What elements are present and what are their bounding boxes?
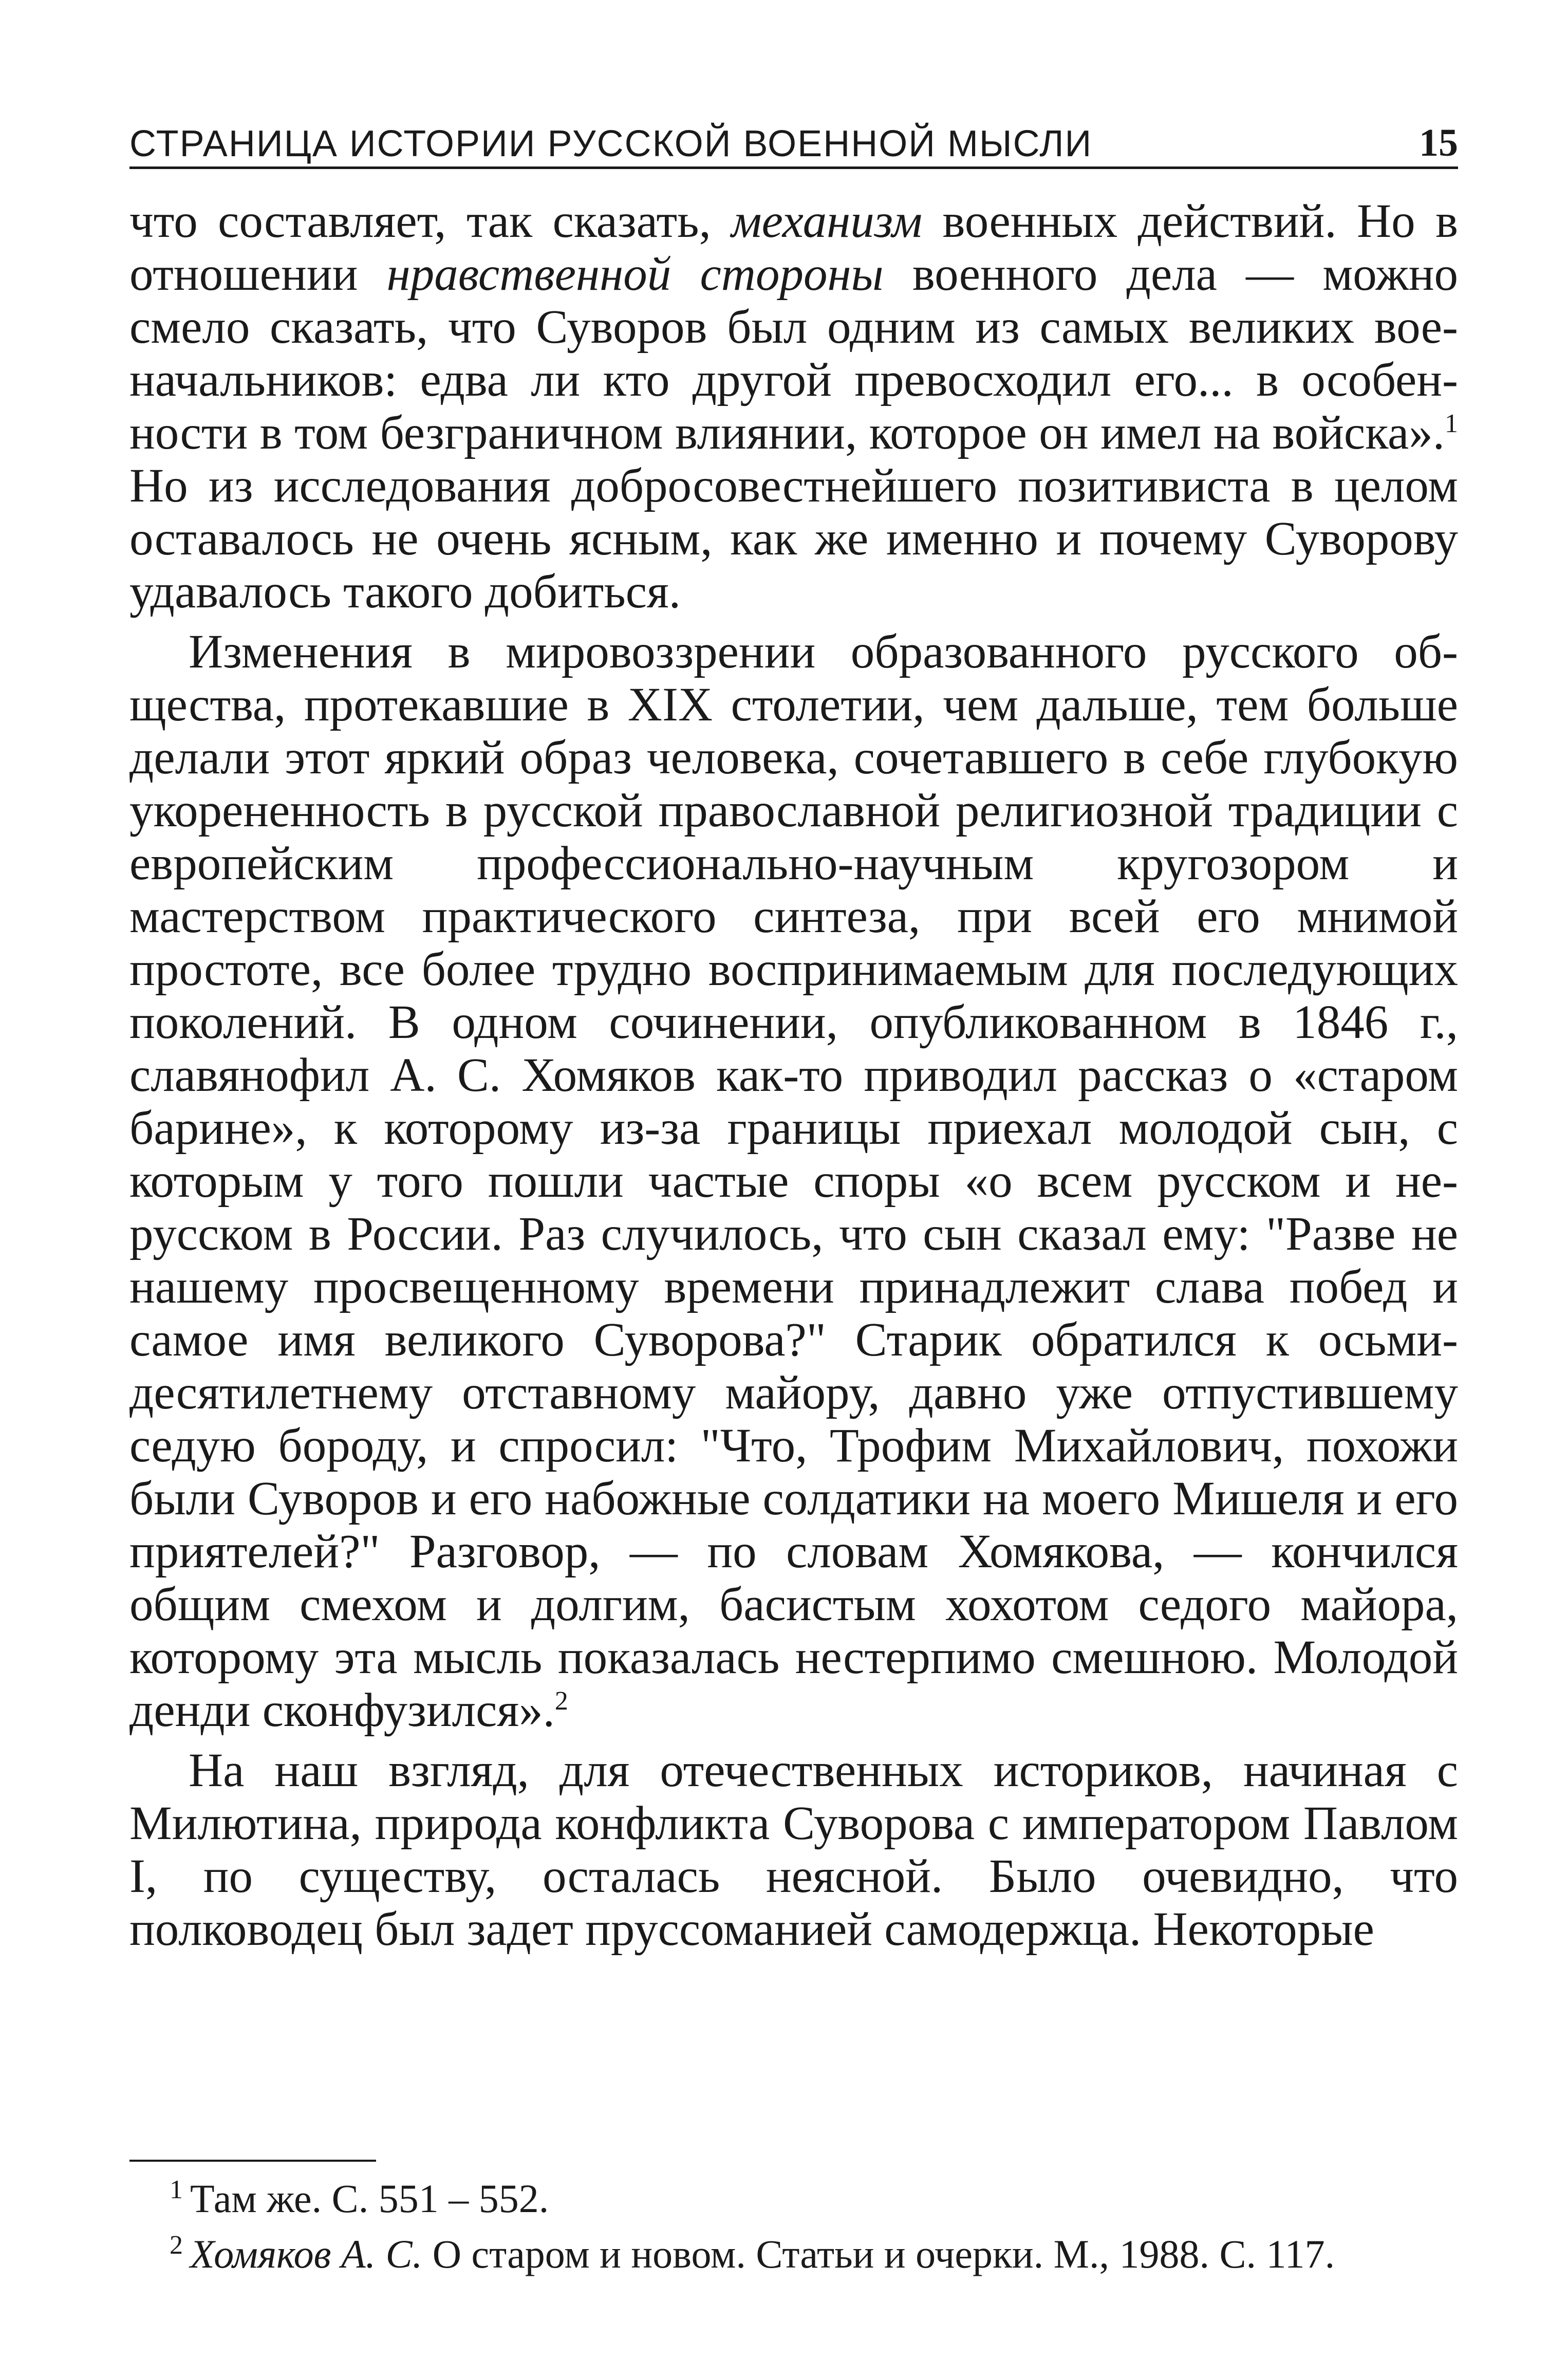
book-page (129, 113, 1458, 1956)
footnote-ref-2: 2 (554, 1686, 568, 1716)
running-head (129, 113, 1458, 169)
footnote-text: Там же. С. 551 – 552. (190, 2176, 549, 2221)
paragraph-text: На наш взгляд, для отечественных историков, начиная с Милютина, природа конфликта Суворова с императором Павлом I, по существу, осталась неясной. Было очевидно, что полководец был задет пруссоманией самодержца. Некоторые (129, 1744, 1458, 1956)
footnote-2 (170, 2226, 1454, 2282)
paragraph-text: военных действий. Но в отношении (129, 195, 1458, 301)
emphasis-text: механизм (731, 195, 923, 248)
footnote-author: Хомяков А. С. (190, 2232, 423, 2276)
footnotes (170, 2171, 1454, 2282)
paragraph-text: военного дела — можно смело сказать, что Суворов был одним из самых великих военачальников: едва ли кто другой превосходил его... в особенности в том безграничном влиянии, которое он имел на войска». (129, 248, 1458, 459)
footnote-number: 1 (170, 2175, 183, 2204)
footnote-1 (170, 2171, 1454, 2226)
running-title: СТРАНИЦА ИСТОРИИ РУССКОЙ ВОЕННОЙ МЫСЛИ (129, 123, 1093, 164)
emphasis-text: нравственной стороны (386, 248, 884, 301)
paragraph-3 (129, 1744, 1458, 1956)
body-text (129, 195, 1458, 1956)
footnote-separator (129, 2160, 376, 2162)
paragraph-1 (129, 195, 1458, 618)
footnote-number: 2 (170, 2231, 183, 2260)
footnote-text: О старом и новом. Статьи и очерки. М., 1988. С. 117. (422, 2232, 1335, 2276)
paragraph-text: что составляет, так сказать, (129, 195, 732, 248)
footnote-ref-1: 1 (1445, 409, 1458, 438)
paragraph-2 (129, 625, 1458, 1737)
paragraph-text: Изменения в мировоззрении образованного русского общества, протекавшие в XIX столетии, чем дальше, тем больше делали этот яркий образ человека, сочетавшего в себе глубокую укорененность в русской православной религиозной традиции с европейским профессионально-научным кругозором и мастерством практического синтеза, при всей его мнимой простоте, все более трудно воспринимаемым для последующих поколений. В одном сочинении, опубликованном в 1846 г., славянофил А. С. Хомяков как-то приводил рассказ о «старом барине», к которому из-за границы приехал молодой сын, с которым у того пошли частые споры «о всем русском и нерусском в России. Раз случилось, что сын сказал ему: "Разве не нашему просвещенному времени принадлежит слава побед и самое имя великого Суворова?" Старик обратился к осьмидесятилетнему отставному майору, давно уже отпустившему седую бороду, и спросил: "Что, Трофим Михайлович, похожи были Суворов и его набожные солдатики на моего Мишеля и его приятелей?" Разговор, — по словам Хомякова, — кончился общим смехом и долгим, басистым хохотом седого майора, которому эта мысль показалась нестерпимо смешною. Молодой денди сконфузился». (129, 625, 1458, 1737)
paragraph-text: Но из исследования добросовестнейшего позитивиста в целом оставалось не очень ясным, как же именно и почему Суворову удавалось такого добиться. (129, 459, 1458, 618)
page-number: 15 (1419, 121, 1458, 164)
